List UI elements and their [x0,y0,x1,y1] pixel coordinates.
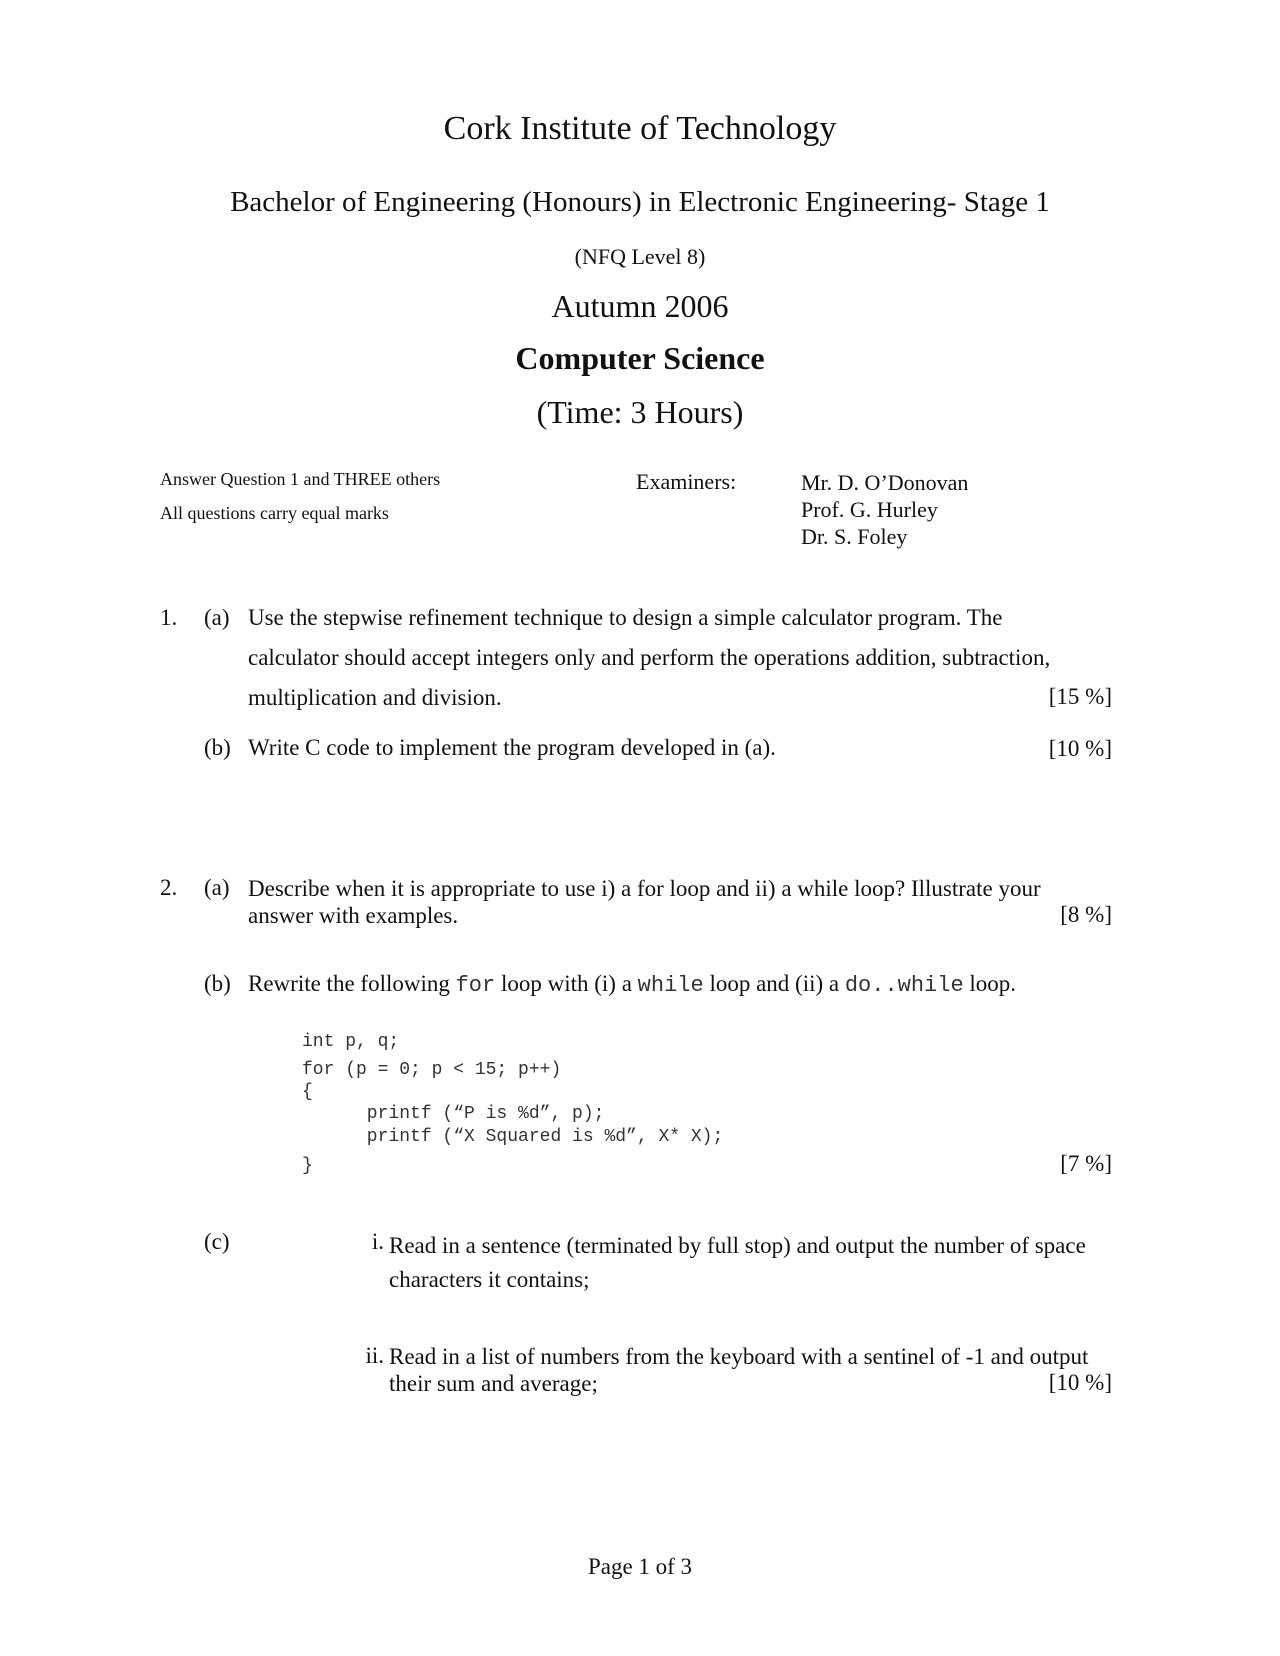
instruction-answer: Answer Question 1 and THREE others [160,469,441,489]
question-1b-marks: [10 %] [1048,736,1112,761]
text-line: multiplication and division. [248,685,502,710]
question-2b-text [248,971,1016,998]
text-line: calculator should accept integers only and perform the operations addition, subtraction, [248,645,1051,670]
question-2-number: 2. [160,875,178,900]
code-line: { [302,1082,313,1102]
text-segment: loop and (ii) a [709,971,840,996]
question-2c-i-label: i. [371,1229,384,1254]
question-2a-marks: [8 %] [1060,902,1112,927]
page-number: Page 1 of 3 [587,1554,693,1579]
text-segment: loop. [969,971,1017,996]
exam-session: Autumn 2006 [551,288,729,324]
code-line: printf (“X Squared is %d”, X* X); [302,1127,724,1147]
question-2c-ii-label: ii. [365,1343,384,1368]
question-1b-label: (b) [204,735,231,760]
question-2a-label: (a) [204,875,230,900]
code-line: } [302,1156,313,1176]
code-keyword: do..while [844,973,964,998]
examiners-label: Examiners: [636,469,737,494]
text-line: Use the stepwise refinement technique to design a simple calculator program. The [248,605,1003,630]
code-line: for (p = 0; p < 15; p++) [302,1060,562,1080]
text-line: Read in a sentence (terminated by full stop) and output the number of space [389,1233,1086,1258]
examiner-name: Prof. G. Hurley [801,497,938,522]
instruction-marks: All questions carry equal marks [160,503,389,523]
text-line: characters it contains; [389,1267,590,1292]
question-2c-label: (c) [204,1229,230,1254]
question-1b-text: Write C code to implement the program developed in (a). [248,735,776,760]
question-2b-label: (b) [204,971,231,996]
code-keyword: while [637,973,704,998]
examiners-list [801,469,968,550]
text-segment: Rewrite the following [248,971,450,996]
nfq-level: (NFQ Level 8) [574,244,706,269]
question-2c-i-text [389,1229,1109,1297]
programme-title: Bachelor of Engineering (Honours) in Electronic Engineering- Stage 1 [230,186,1050,218]
code-keyword: for [455,973,496,998]
examiner-name: Mr. D. O’Donovan [801,470,969,495]
text-line: answer with examples. [248,903,459,928]
question-1a-label: (a) [204,605,230,630]
question-1a-text [248,598,1108,718]
code-line: printf (“P is %d”, p); [302,1104,605,1124]
text-segment: loop with (i) a [500,971,632,996]
text-line: their sum and average; [389,1371,598,1396]
examiner-name: Dr. S. Foley [801,524,908,549]
text-line: Describe when it is appropriate to use i) a for loop and ii) a while loop? Illustrate your [248,876,1041,901]
text-line: Read in a list of numbers from the keyboard with a sentinel of -1 and output [389,1344,1089,1369]
code-line: int p, q; [302,1032,400,1052]
exam-duration: (Time: 3 Hours) [536,394,744,430]
question-2b-marks: [7 %] [1060,1151,1112,1176]
question-1a-marks: [15 %] [1048,684,1112,709]
question-1-number: 1. [160,605,178,630]
question-2c-marks: [10 %] [1048,1370,1112,1395]
institution-title: Cork Institute of Technology [443,110,837,147]
question-2a-text [248,875,1108,929]
subject-title: Computer Science [515,340,765,376]
